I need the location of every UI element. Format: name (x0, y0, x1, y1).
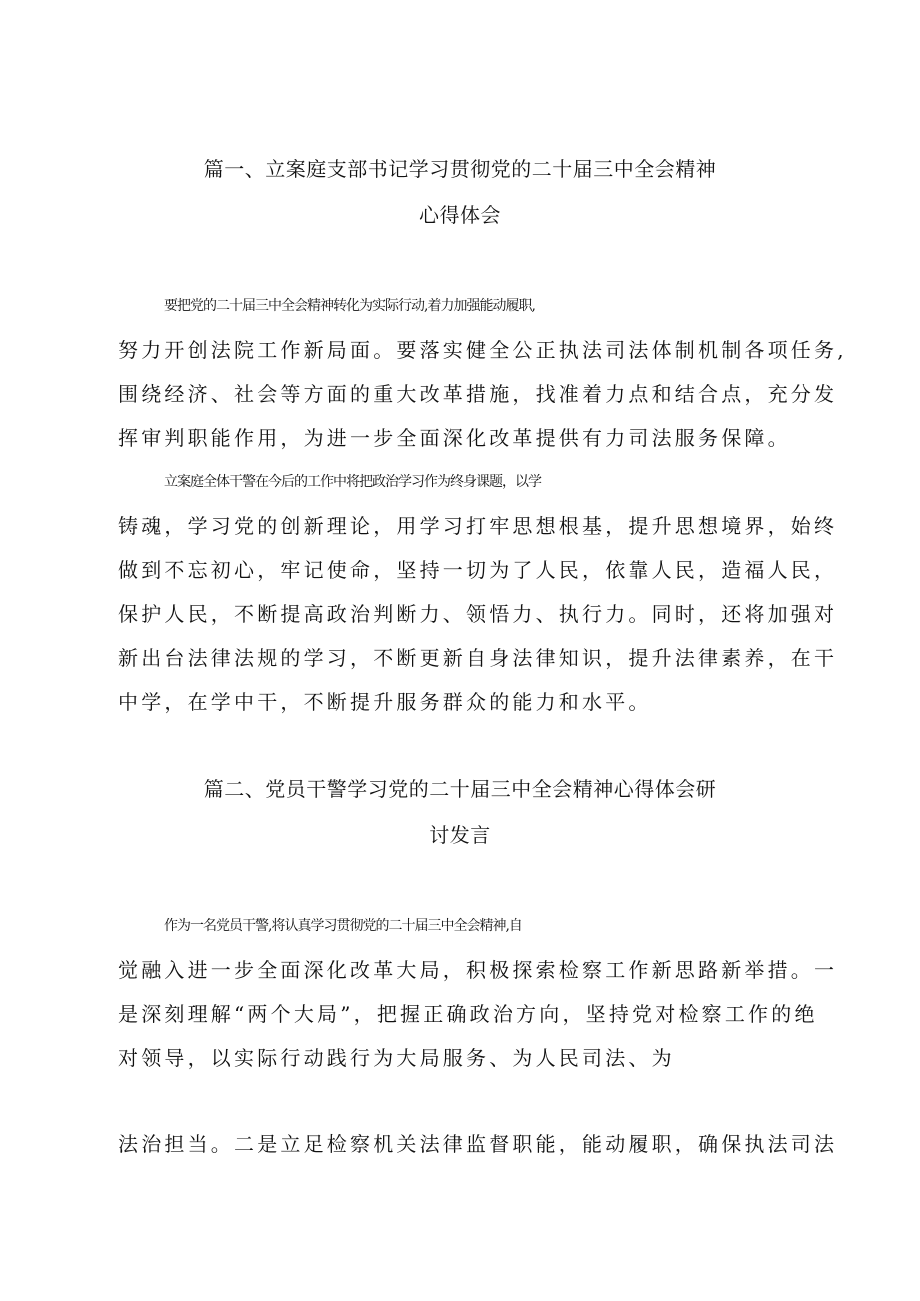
section1-paragraph2-line: 做到不忘初心，牢记使命，坚持一切为了人民，依靠人民，造福人民， (118, 558, 838, 582)
section2-paragraph-line: 是深刻理解“两个大局”，把握正确政治方向，坚持党对检察工作的绝 (118, 1002, 818, 1026)
section2-title-line2: 讨发言 (429, 823, 491, 847)
section2-paragraph-line: 觉融入进一步全面深化改革大局，积极探索检察工作新思路新举措。一 (118, 958, 838, 982)
section2-paragraph-line: 对领导，以实际行动践行为大局服务、为人民司法、为 (118, 1046, 675, 1070)
section1-paragraph1-line: 要把党的二十届三中全会精神转化为实际行动,着力加强能动履职, (164, 298, 535, 314)
section1-title (0, 146, 920, 238)
section1-paragraph1-line: 努力开创法院工作新局面。要落实健全公正执法司法体制机制各项任务, (118, 338, 847, 362)
section2-paragraph-line: 作为一名党员干警,将认真学习贯彻党的二十届三中全会精神,自 (164, 918, 522, 934)
section1-title-line2: 心得体会 (419, 203, 501, 227)
section2-title-line1: 篇二、党员干警学习党的二十届三中全会精神心得体会研 (203, 777, 717, 801)
section1-paragraph1-line: 挥审判职能作用，为进一步全面深化改革提供有力司法服务保障。 (118, 426, 791, 450)
section1-paragraph2-line: 立案庭全体干警在今后的工作中将把政治学习作为终身课题，以学 (164, 474, 541, 490)
section1-paragraph2-line: 保护人民，不断提高政治判断力、领悟力、执行力。同时，还将加强对 (118, 602, 838, 626)
section2-paragraph-line: 法治担当。二是立足检察机关法律监督职能，能动履职，确保执法司法 (118, 1132, 838, 1156)
section1-paragraph1-line: 围绕经济、社会等方面的重大改革措施，找准着力点和结合点，充分发 (118, 382, 838, 406)
section1-paragraph2-line: 新出台法律法规的学习，不断更新自身法律知识，提升法律素养，在干 (118, 646, 838, 670)
section1-paragraph2-line: 中学，在学中干，不断提升服务群众的能力和水平。 (118, 690, 652, 714)
section2-title (0, 766, 920, 858)
section1-title-line1: 篇一、立案庭支部书记学习贯彻党的二十届三中全会精神 (203, 157, 717, 181)
section1-paragraph2-line: 铸魂，学习党的创新理论，用学习打牢思想根基，提升思想境界，始终 (118, 514, 838, 538)
